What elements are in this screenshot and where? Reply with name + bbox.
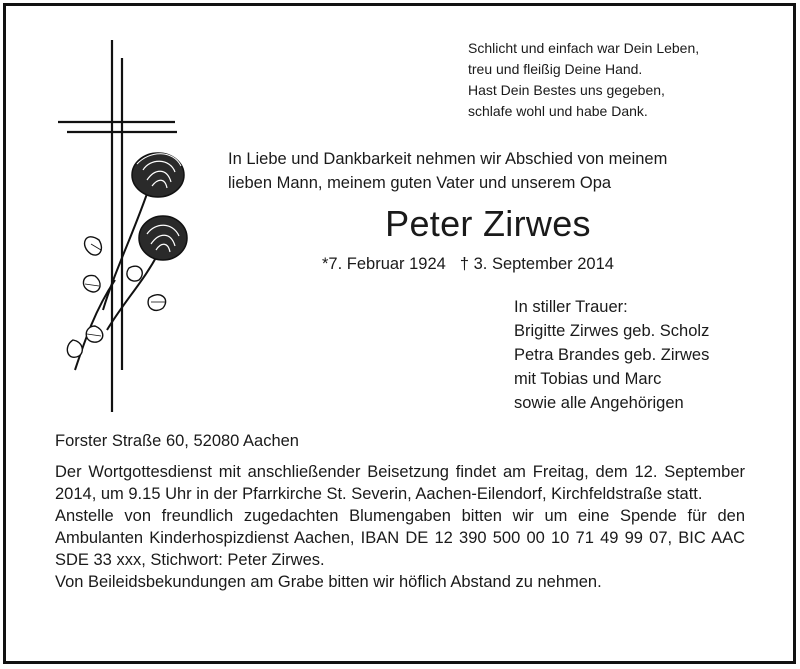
funeral-service-paragraph: Der Wortgottesdienst mit anschließender Beisetzung findet am Freitag, dem 12. September 2014, um 9.15 Uhr in der Pfarrkirche St. Severin, Aachen-Eilendorf, Kirchfeldstraße statt.	[55, 463, 745, 503]
mourner-line: Brigitte Zirwes geb. Scholz	[514, 322, 710, 340]
birth-date: *7. Februar 1924	[322, 255, 446, 273]
poem	[468, 38, 699, 122]
poem-line: schlafe wohl und habe Dank.	[468, 103, 648, 119]
death-date: † 3. September 2014	[459, 255, 614, 273]
intro-line: In Liebe und Dankbarkeit nehmen wir Abschied von meinem	[228, 150, 668, 168]
deceased-name: Peter Zirwes	[385, 203, 591, 244]
poem-line: treu und fleißig Deine Hand.	[468, 61, 643, 77]
intro-line: lieben Mann, meinem guten Vater und unserem Opa	[228, 174, 612, 192]
address: Forster Straße 60, 52080 Aachen	[55, 432, 299, 450]
mourner-line: mit Tobias und Marc	[514, 370, 662, 388]
condolence-paragraph: Von Beileidsbekundungen am Grabe bitten wir höflich Abstand zu nehmen.	[55, 573, 602, 591]
life-dates	[322, 253, 614, 275]
poem-line: Hast Dein Bestes uns gegeben,	[468, 82, 665, 98]
mourners-heading: In stiller Trauer:	[514, 298, 628, 316]
mourners-list	[514, 295, 709, 415]
mourner-line: sowie alle Angehörigen	[514, 394, 684, 412]
poem-line: Schlicht und einfach war Dein Leben,	[468, 40, 700, 56]
donation-paragraph: Anstelle von freundlich zugedachten Blumengaben bitten wir um eine Spende für den Ambulanten Kinderhospizdienst Aachen, IBAN DE 12 390 500 00 10 71 49 99 07, BIC AAC SDE 33 xxx, Stichwort: Peter Zirwes.	[55, 507, 745, 569]
service-details	[55, 461, 745, 593]
mourner-line: Petra Brandes geb. Zirwes	[514, 346, 710, 364]
intro-text	[228, 147, 748, 195]
